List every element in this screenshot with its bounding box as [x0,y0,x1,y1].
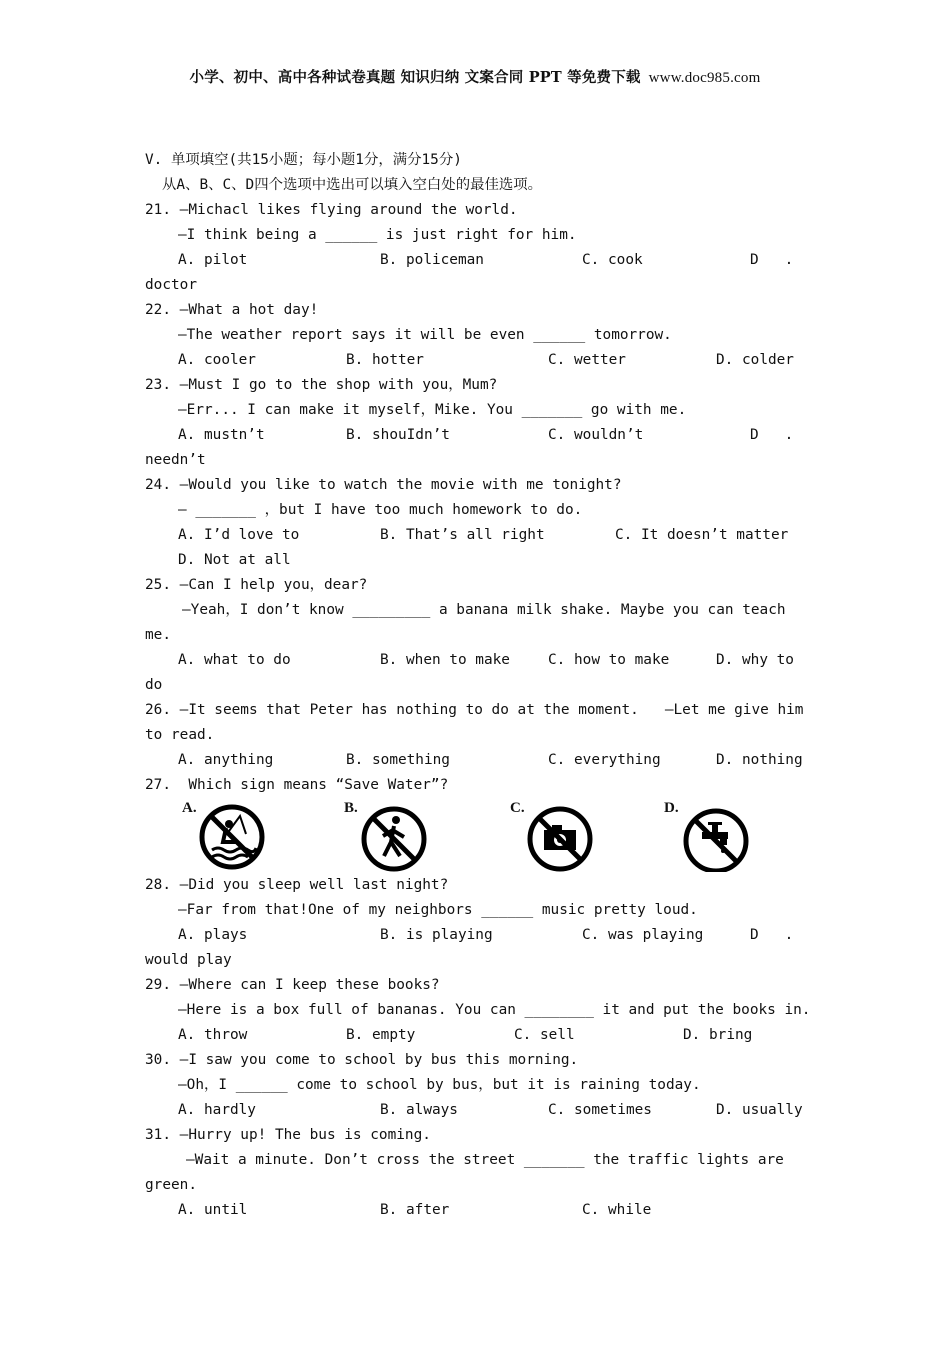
question-stem: 23. —Must I go to the shop with you，Mum? [145,377,498,393]
question-dialogue: —I think being a ______ is just right for him. [178,227,577,243]
option-b: B. empty [346,1027,416,1043]
option-d: D . [750,427,794,443]
option-b: B. after [380,1202,450,1218]
option-c: C. was playing [582,927,704,943]
option-b: B. is playing [380,927,493,943]
no-fishing-icon [196,804,268,872]
option-b: B. policeman [380,252,484,268]
question-stem: 24. —Would you like to watch the movie with me tonight? [145,477,622,493]
option-a: A. mustn’t [178,427,265,443]
sign-label: C. [510,800,525,816]
option-a: A. hardly [178,1102,256,1118]
question-dialogue: — _______ ，but I have too much homework to do. [178,502,583,518]
option-b: B. always [380,1102,458,1118]
question-dialogue-wrap: green. [145,1177,197,1193]
question-dialogue-wrap: me. [145,627,171,643]
no-water-tap-icon [678,804,750,872]
header-url[interactable]: www.doc985.com [648,70,761,86]
option-a: A. plays [178,927,248,943]
option-d: D. colder [716,352,794,368]
option-a: A. cooler [178,352,256,368]
option-b: B. shouIdn’t [346,427,450,443]
question-stem: 27. Which sign means “Save Water”? [145,777,449,793]
section-instruction: 从A、B、C、D四个选项中选出可以填入空白处的最佳选项。 [162,177,543,193]
option-b: B. hotter [346,352,424,368]
question-stem: 26. —It seems that Peter has nothing to do at the moment. —Let me give him [145,702,804,718]
option-c: C. cook [582,252,643,268]
sign-option-d [664,800,754,872]
no-pedestrians-icon [358,804,430,872]
sign-label: B. [344,800,358,816]
question-stem: 22. —What a hot day! [145,302,319,318]
option-a: A. throw [178,1027,248,1043]
option-d: D. bring [683,1027,753,1043]
option-c: C. while [582,1202,652,1218]
sign-option-a [182,800,272,872]
option-d-wrap: doctor [145,277,197,293]
question-stem: 28. —Did you sleep well last night? [145,877,449,893]
option-c: C. sell [514,1027,575,1043]
question-dialogue: —Oh，I ______ come to school by bus，but it is raining today. [178,1077,701,1093]
question-stem: 21. —Michacl likes flying around the world. [145,202,518,218]
option-c: C. It doesn’t matter [615,527,789,543]
option-b: B. That’s all right [380,527,545,543]
question-stem: 25. —Can I help you，dear? [145,577,368,593]
header-title: 小学、初中、高中各种试卷真题 知识归纳 文案合同 PPT 等免费下载 [189,69,641,86]
sign-option-c [510,800,600,872]
question-stem: 31. —Hurry up! The bus is coming. [145,1127,431,1143]
option-d: D . [750,252,794,268]
section-title: V. 单项填空(共15小题；每小题1分，满分15分) [145,152,462,168]
option-b: B. when to make [380,652,510,668]
page-header [0,66,950,87]
option-c: C. everything [548,752,661,768]
option-d-wrap: do [145,677,163,693]
sign-label: D. [664,800,679,816]
question-dialogue: —Here is a box full of bananas. You can ________ it and put the books in. [178,1002,811,1018]
question-dialogue: —Yeah，I don’t know _________ a banana milk shake. Maybe you can teach [182,602,786,618]
sign-option-b [344,800,434,872]
option-d: D. why to [716,652,794,668]
option-d: D. usually [716,1102,803,1118]
question-dialogue: —Err... I can make it myself，Mike. You _______ go with me. [178,402,687,418]
option-d-wrap: would play [145,952,232,968]
option-c: C. wetter [548,352,626,368]
question-stem: 30. —I saw you come to school by bus this morning. [145,1052,579,1068]
option-c: C. wouldn’t [548,427,644,443]
option-c: C. how to make [548,652,670,668]
option-a: A. anything [178,752,274,768]
option-a: A. until [178,1202,248,1218]
no-photography-icon [524,804,596,872]
option-d: D. Not at all [178,552,291,568]
option-d: D . [750,927,794,943]
sign-label: A. [182,800,197,816]
question-stem-wrap: to read. [145,727,215,743]
option-b: B. something [346,752,450,768]
option-a: A. I’d love to [178,527,300,543]
option-c: C. sometimes [548,1102,652,1118]
question-dialogue: —The weather report says it will be even ______ tomorrow. [178,327,672,343]
question-stem: 29. —Where can I keep these books? [145,977,440,993]
option-a: A. what to do [178,652,291,668]
option-d: D. nothing [716,752,803,768]
question-dialogue: —Far from that!One of my neighbors ______ music pretty loud. [178,902,698,918]
question-dialogue: —Wait a minute. Don’t cross the street _______ the traffic lights are [186,1152,784,1168]
option-d-wrap: needn’t [145,452,206,468]
option-a: A. pilot [178,252,248,268]
